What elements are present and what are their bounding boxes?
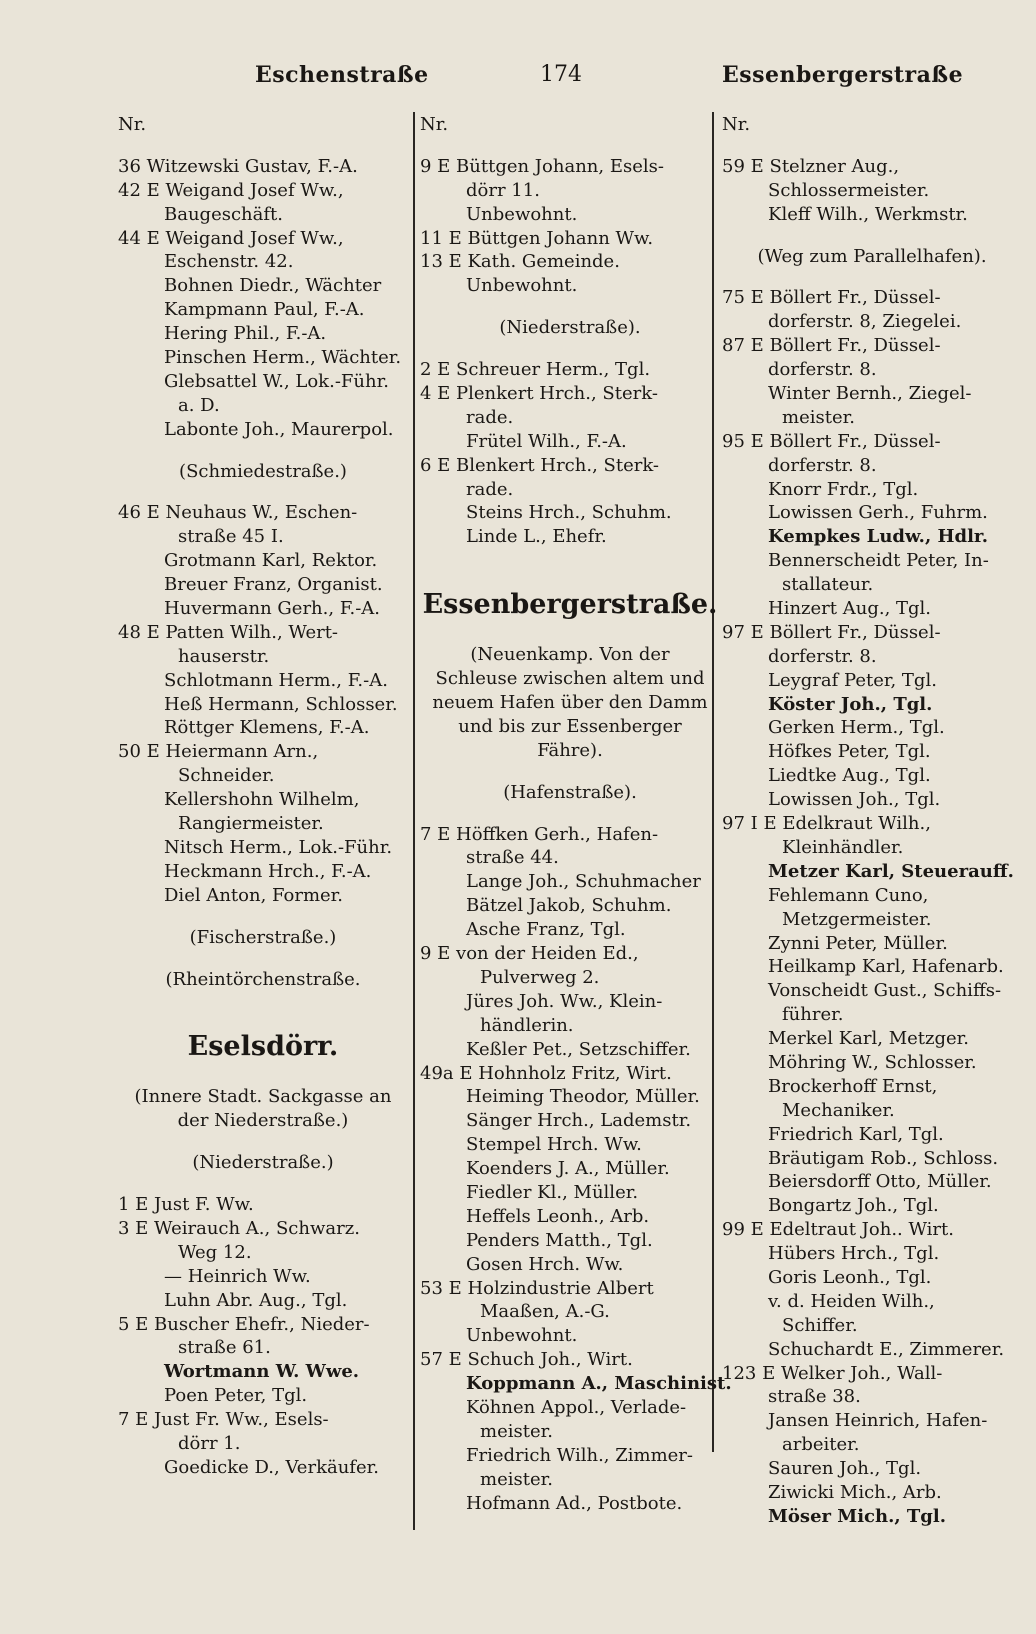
entry: 123 E Welker Joh., Wall- bbox=[722, 1362, 943, 1384]
entry: 6 E Blenkert Hrch., Sterk- bbox=[420, 454, 660, 476]
entry: Grotmann Karl, Rektor. bbox=[164, 550, 378, 572]
header-left-street: Eschenstraße bbox=[255, 62, 429, 88]
entry: Pulverweg 2. bbox=[480, 966, 600, 988]
entry: Koppmann A., Maschinist. bbox=[466, 1373, 732, 1395]
section-note: der Niederstraße.) bbox=[177, 1110, 349, 1132]
entry: Keßler Pet., Setzschiffer. bbox=[466, 1038, 691, 1060]
entry: Frütel Wilh., F.-A. bbox=[466, 430, 627, 452]
entry: meister. bbox=[782, 406, 855, 428]
entry: Kleinhändler. bbox=[782, 836, 904, 858]
entry: Merkel Karl, Metzger. bbox=[768, 1028, 970, 1050]
entry: Hering Phil., F.-A. bbox=[164, 323, 327, 345]
entry: Röttger Klemens, F.-A. bbox=[164, 717, 370, 739]
column-2 bbox=[420, 113, 732, 1515]
entry: Schlossermeister. bbox=[768, 179, 930, 201]
entry: führer. bbox=[782, 1004, 844, 1026]
entry: dorferstr. 8. bbox=[768, 454, 877, 476]
entry: 9 E Büttgen Johann, Esels- bbox=[420, 155, 664, 177]
nr-label: Nr. bbox=[722, 114, 751, 135]
entry: Eschenstr. 42. bbox=[164, 251, 294, 273]
entry: Pinschen Herm., Wächter. bbox=[164, 347, 402, 369]
entry: Baugeschäft. bbox=[164, 203, 283, 225]
entry: dörr 11. bbox=[466, 179, 540, 201]
entry: Fiedler Kl., Müller. bbox=[466, 1181, 639, 1203]
entry: 9 E von der Heiden Ed., bbox=[420, 943, 639, 965]
entry: stallateur. bbox=[782, 574, 874, 596]
entry: Bongartz Joh., Tgl. bbox=[768, 1195, 939, 1217]
section-note: (Fischerstraße.) bbox=[189, 926, 337, 948]
entry: Asche Franz, Tgl. bbox=[466, 919, 626, 941]
entry: Heilkamp Karl, Hafenarb. bbox=[768, 956, 1004, 978]
street-heading: Eselsdörr. bbox=[187, 1031, 339, 1063]
entry: 49a E Hohnholz Fritz, Wirt. bbox=[420, 1062, 672, 1084]
entry: Huvermann Gerh., F.-A. bbox=[164, 598, 381, 620]
entry: Beiersdorff Otto, Müller. bbox=[768, 1171, 992, 1193]
entry: Heß Hermann, Schlosser. bbox=[164, 693, 398, 715]
section-note: (Weg zum Parallelhafen). bbox=[757, 245, 987, 267]
entry: Winter Bernh., Ziegel- bbox=[768, 383, 972, 405]
entry: Bohnen Diedr., Wächter bbox=[164, 275, 382, 297]
entry: Möhring W., Schlosser. bbox=[768, 1051, 977, 1073]
entry: Hofmann Ad., Postbote. bbox=[466, 1492, 683, 1514]
entry: 50 E Heiermann Arn., bbox=[118, 741, 319, 763]
column-3 bbox=[722, 113, 1022, 1529]
entry: straße 44. bbox=[466, 847, 559, 869]
entry: 3 E Weirauch A., Schwarz. bbox=[118, 1217, 360, 1239]
entry: 36 Witzewski Gustav, F.-A. bbox=[118, 155, 358, 177]
entry: Jansen Heinrich, Hafen- bbox=[768, 1410, 988, 1432]
entry: 7 E Just Fr. Ww., Esels- bbox=[118, 1409, 329, 1431]
entry: Zynni Peter, Müller. bbox=[768, 932, 948, 954]
entry: straße 45 I. bbox=[178, 526, 284, 548]
entry: Lange Joh., Schuhmacher bbox=[466, 871, 701, 893]
entry: Bätzel Jakob, Schuhm. bbox=[466, 895, 672, 917]
entry: Leygraf Peter, Tgl. bbox=[768, 669, 937, 691]
entry: Vonscheidt Gust., Schiffs- bbox=[768, 980, 1002, 1002]
entry: Schiffer. bbox=[782, 1314, 858, 1336]
entry: Koenders J. A., Müller. bbox=[466, 1158, 670, 1180]
entry: Weg 12. bbox=[178, 1241, 252, 1263]
entry: Gerken Herm., Tgl. bbox=[768, 717, 945, 739]
nr-label: Nr. bbox=[118, 114, 147, 135]
entry: Wortmann W. Wwe. bbox=[164, 1361, 360, 1383]
entry: Fehlemann Cuno, bbox=[768, 884, 929, 906]
entry: Bennerscheidt Peter, In- bbox=[768, 550, 989, 572]
entry: Hinzert Aug., Tgl. bbox=[768, 598, 932, 620]
entry: straße 38. bbox=[768, 1386, 861, 1408]
entry: Lowissen Gerh., Fuhrm. bbox=[768, 502, 988, 524]
entry: Labonte Joh., Maurerpol. bbox=[164, 418, 394, 440]
entry: 48 E Patten Wilh., Wert- bbox=[118, 621, 339, 643]
entry: Kampmann Paul, F.-A. bbox=[164, 299, 365, 321]
entry: rade. bbox=[466, 478, 514, 500]
entry: 75 E Böllert Fr., Düssel- bbox=[722, 287, 941, 309]
entry: Höfkes Peter, Tgl. bbox=[768, 741, 931, 763]
entry: 4 E Plenkert Hrch., Sterk- bbox=[420, 383, 658, 405]
section-note: neuem Hafen über den Damm bbox=[432, 692, 708, 714]
section-note: (Hafenstraße). bbox=[503, 781, 637, 803]
entry: Unbewohnt. bbox=[466, 1325, 578, 1347]
entry: Maaßen, A.-G. bbox=[480, 1301, 610, 1323]
entry: Diel Anton, Former. bbox=[164, 884, 344, 906]
entry: 97 E Böllert Fr., Düssel- bbox=[722, 621, 941, 643]
entry: meister. bbox=[480, 1420, 553, 1442]
entry: Kempkes Ludw., Hdlr. bbox=[768, 526, 988, 548]
entry: rade. bbox=[466, 406, 514, 428]
entry: Schuchardt E., Zimmerer. bbox=[768, 1338, 1005, 1360]
section-note: Fähre). bbox=[537, 739, 603, 761]
entry: Linde L., Ehefr. bbox=[466, 526, 607, 548]
entry: dörr 1. bbox=[178, 1432, 241, 1454]
entry: Glebsattel W., Lok.-Führ. bbox=[164, 370, 389, 392]
entry: dorferstr. 8. bbox=[768, 359, 877, 381]
entry: Hübers Hrch., Tgl. bbox=[768, 1243, 940, 1265]
entry: — Heinrich Ww. bbox=[164, 1265, 311, 1287]
entry: Goedicke D., Verkäufer. bbox=[164, 1456, 379, 1478]
entry: Bräutigam Rob., Schloss. bbox=[768, 1147, 999, 1169]
entry: Metzgermeister. bbox=[782, 908, 932, 930]
entry: meister. bbox=[480, 1468, 553, 1490]
entry: Kleff Wilh., Werkmstr. bbox=[768, 203, 968, 225]
entry: 11 E Büttgen Johann Ww. bbox=[420, 227, 654, 249]
entry: 95 E Böllert Fr., Düssel- bbox=[722, 430, 941, 452]
entry: 42 E Weigand Josef Ww., bbox=[118, 179, 344, 201]
section-note: (Neuenkamp. Von der bbox=[470, 644, 670, 666]
entry: Penders Matth., Tgl. bbox=[466, 1229, 653, 1251]
entry: Schneider. bbox=[178, 765, 275, 787]
entry: 57 E Schuch Joh., Wirt. bbox=[420, 1349, 633, 1371]
entry: Goris Leonh., Tgl. bbox=[768, 1266, 932, 1288]
entry: 87 E Böllert Fr., Düssel- bbox=[722, 335, 941, 357]
entry: Heckmann Hrch., F.-A. bbox=[164, 860, 372, 882]
entry: Unbewohnt. bbox=[466, 275, 578, 297]
entry: 2 E Schreuer Herm., Tgl. bbox=[420, 359, 651, 381]
entry: Unbewohnt. bbox=[466, 203, 578, 225]
entry: 97 I E Edelkraut Wilh., bbox=[722, 813, 931, 835]
entry: Nitsch Herm., Lok.-Führ. bbox=[164, 836, 393, 858]
entry: 46 E Neuhaus W., Eschen- bbox=[118, 502, 358, 524]
entry: dorferstr. 8. bbox=[768, 645, 877, 667]
entry: a. D. bbox=[178, 394, 220, 416]
entry: Heffels Leonh., Arb. bbox=[466, 1205, 650, 1227]
entry: Sauren Joh., Tgl. bbox=[768, 1458, 922, 1480]
entry: 59 E Stelzner Aug., bbox=[722, 155, 900, 177]
entry: Stempel Hrch. Ww. bbox=[466, 1134, 642, 1156]
entry: 1 E Just F. Ww. bbox=[118, 1194, 254, 1216]
entry: Ziwicki Mich., Arb. bbox=[768, 1481, 942, 1503]
entry: 13 E Kath. Gemeinde. bbox=[420, 251, 620, 273]
entry: Knorr Frdr., Tgl. bbox=[768, 478, 919, 500]
entry: 53 E Holzindustrie Albert bbox=[420, 1277, 654, 1299]
entry: Kellershohn Wilhelm, bbox=[164, 789, 360, 811]
section-note: (Niederstraße). bbox=[499, 317, 641, 339]
entry: Friedrich Wilh., Zimmer- bbox=[466, 1444, 693, 1466]
column-1 bbox=[118, 113, 408, 1480]
entry: Luhn Abr. Aug., Tgl. bbox=[164, 1289, 348, 1311]
entry: dorferstr. 8, Ziegelei. bbox=[768, 311, 962, 333]
entry: hauserstr. bbox=[178, 645, 270, 667]
entry: Metzer Karl, Steuerauff. bbox=[768, 860, 1014, 882]
entry: straße 61. bbox=[178, 1337, 271, 1359]
nr-label: Nr. bbox=[420, 114, 449, 135]
entry: 5 E Buscher Ehefr., Nieder- bbox=[118, 1313, 370, 1335]
entry: Heiming Theodor, Müller. bbox=[466, 1086, 700, 1108]
entry: Möser Mich., Tgl. bbox=[768, 1505, 946, 1527]
section-note: (Niederstraße.) bbox=[192, 1152, 334, 1174]
entry: Rangiermeister. bbox=[178, 813, 324, 835]
section-note: (Rheintörchenstraße. bbox=[165, 968, 361, 990]
entry: Mechaniker. bbox=[782, 1099, 895, 1121]
header-right-street: Essenbergerstraße bbox=[722, 62, 964, 88]
entry: Friedrich Karl, Tgl. bbox=[768, 1123, 944, 1145]
entry: Steins Hrch., Schuhm. bbox=[466, 502, 672, 524]
entry: Jüres Joh. Ww., Klein- bbox=[466, 990, 663, 1012]
entry: Lowissen Joh., Tgl. bbox=[768, 789, 941, 811]
section-note: (Schmiedestraße.) bbox=[179, 460, 347, 482]
entry: Köhnen Appol., Verlade- bbox=[466, 1396, 687, 1418]
column-divider-1 bbox=[413, 112, 415, 1530]
entry: händlerin. bbox=[480, 1014, 574, 1036]
entry: Gosen Hrch. Ww. bbox=[466, 1253, 624, 1275]
section-note: (Innere Stadt. Sackgasse an bbox=[134, 1086, 392, 1108]
entry: Köster Joh., Tgl. bbox=[768, 693, 933, 715]
section-note: Schleuse zwischen altem und bbox=[435, 668, 705, 690]
entry: Sänger Hrch., Lademstr. bbox=[466, 1110, 692, 1132]
street-heading: Essenbergerstraße. bbox=[422, 589, 718, 621]
entry: Schlotmann Herm., F.-A. bbox=[164, 669, 388, 691]
entry: 99 E Edeltraut Joh.. Wirt. bbox=[722, 1219, 954, 1241]
entry: Poen Peter, Tgl. bbox=[164, 1385, 308, 1407]
entry: v. d. Heiden Wilh., bbox=[768, 1290, 935, 1312]
entry: Breuer Franz, Organist. bbox=[164, 574, 383, 596]
entry: 44 E Weigand Josef Ww., bbox=[118, 227, 344, 249]
entry: Brockerhoff Ernst, bbox=[768, 1075, 938, 1097]
section-note: und bis zur Essenberger bbox=[458, 715, 682, 737]
entry: arbeiter. bbox=[782, 1434, 860, 1456]
entry: Liedtke Aug., Tgl. bbox=[768, 765, 931, 787]
page-number: 174 bbox=[540, 62, 582, 87]
entry: 7 E Höffken Gerh., Hafen- bbox=[420, 823, 659, 845]
